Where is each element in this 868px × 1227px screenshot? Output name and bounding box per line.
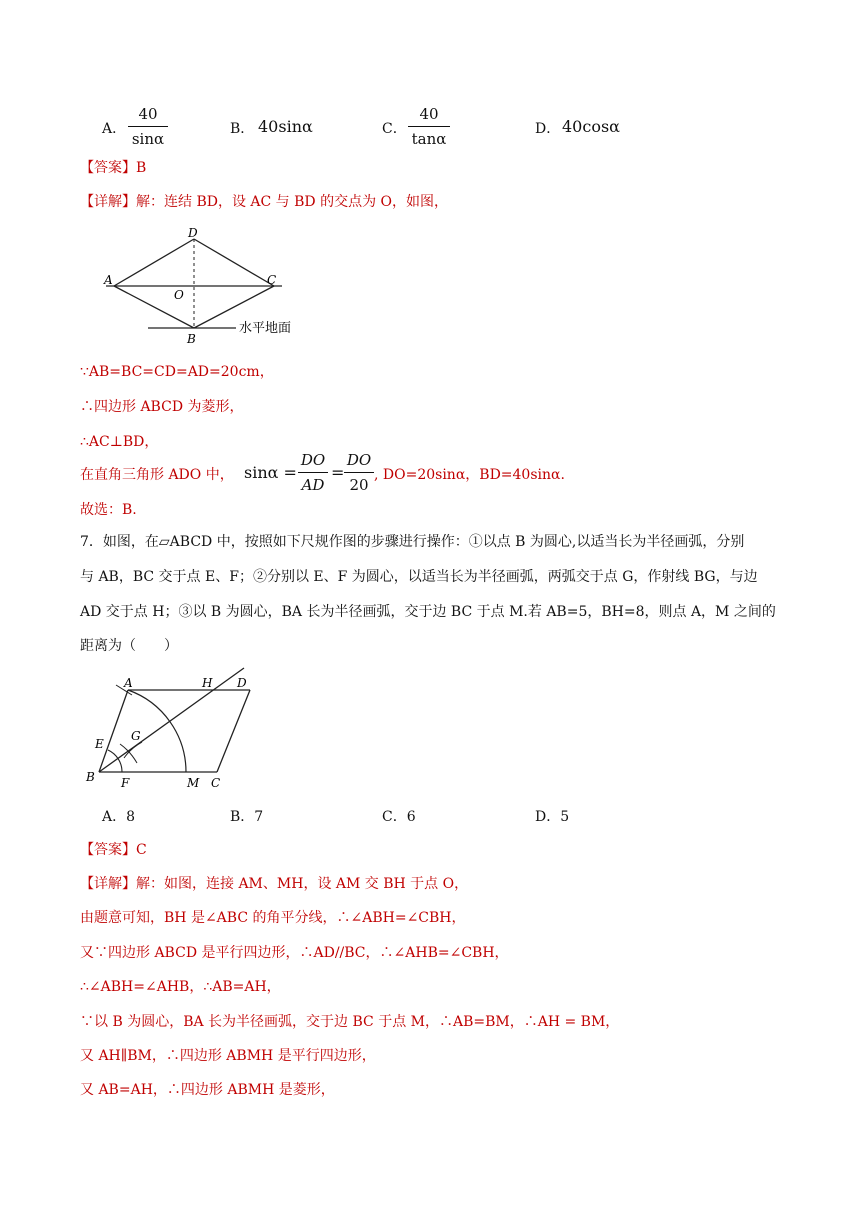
q6-answer: 【答案】B [80, 160, 147, 176]
label-g: G [131, 729, 141, 743]
q7-stem-line-1: 7．如图，在▱ABCD 中，按照如下尺规作图的步骤进行操作：①以点 B 为圆心,以适当长为半径画弧，分别 [80, 534, 745, 550]
q7-detail-line-3: 又∵四边形 ABCD 是平行四边形，∴AD//BC，∴∠AHB=∠CBH， [80, 945, 509, 961]
q7-option-c: C．6 [382, 809, 416, 825]
q7-stem-line-4: 距离为（ ） [80, 638, 178, 654]
side-dc [217, 690, 250, 772]
q7-detail-line-5: ∵以 B 为圆心，BA 长为半径画弧，交于边 BC 于点 M，∴AB=BM，∴AH = BM， [80, 1014, 620, 1030]
q6-step-4-fraction-1: DO AD [298, 450, 328, 495]
q7-option-a: A．8 [102, 809, 136, 825]
option-c-letter: C． [382, 121, 407, 137]
label-a: A [104, 273, 113, 287]
q7-option-d: D．5 [535, 809, 570, 825]
ray-bg [99, 668, 244, 772]
q6-step-3: ∴AC⊥BD， [80, 434, 159, 450]
label-d: D [188, 226, 198, 240]
q7-stem-line-3: AD 交于点 H；③以 B 为圆心，BA 长为半径画弧，交于边 BC 于点 M.若 AB=5，BH=8，则点 A，M 之间的 [80, 604, 776, 620]
q6-step-4-text: 在直角三角形 ADO 中， [80, 467, 234, 483]
label-c: C [211, 776, 221, 790]
option-d-letter: D． [535, 121, 561, 137]
q6-step-4-equals: = [331, 463, 345, 482]
q7-detail-line-6: 又 AH∥BM，∴四边形 ABMH 是平行四边形， [80, 1048, 376, 1064]
option-a-letter: A． [102, 121, 127, 137]
q7-detail-line-2: 由题意可知，BH 是∠ABC 的角平分线，∴∠ABH=∠CBH， [80, 910, 466, 926]
q7-detail-line-1: 【详解】解：如图，连接 AM、MH，设 AM 交 BH 于点 O， [80, 876, 469, 892]
q7-option-b: B．7 [230, 809, 264, 825]
option-c-fraction: 40 tanα [408, 104, 450, 149]
q6-step-1: ∵AB=BC=CD=AD=20cm， [80, 364, 274, 380]
q6-step-4-sin: sinα = [244, 463, 297, 482]
q7-stem-line-2: 与 AB，BC 交于点 E、F；②分别以 E、F 为圆心，以适当长为半径画弧，两弧交于点 G，作射线 BG，与边 [80, 569, 758, 585]
label-c: C [267, 273, 277, 287]
side-dc [194, 239, 277, 287]
label-a: A [124, 676, 133, 690]
q7-answer: 【答案】C [80, 842, 147, 858]
q7-detail-line-7: 又 AB=AH，∴四边形 ABMH 是菱形， [80, 1082, 335, 1098]
q6-step-4-fraction-2: DO 20 [344, 450, 374, 495]
side-ad [114, 239, 194, 286]
ground-label: 水平地面 [239, 321, 292, 336]
label-e: E [95, 737, 104, 751]
q6-conclusion: 故选：B. [80, 502, 137, 518]
q6-detail-line-1: 【详解】解：连结 BD，设 AC 与 BD 的交点为 O，如图， [80, 194, 449, 210]
option-b-letter: B． [230, 121, 255, 137]
option-a-fraction: 40 sinα [128, 104, 168, 149]
q6-step-2: ∴四边形 ABCD 为菱形， [80, 399, 244, 415]
side-ba [99, 690, 128, 772]
q7-detail-line-4: ∴∠ABH=∠AHB，∴AB=AH， [80, 979, 281, 995]
label-m: M [187, 776, 200, 790]
label-d: D [237, 676, 247, 690]
label-b: B [86, 770, 95, 784]
option-b-expr: 40sinα [258, 117, 313, 136]
label-h: H [202, 676, 213, 690]
q7-parallelogram-figure [84, 662, 264, 794]
label-o: O [174, 288, 184, 302]
q6-step-4-result: , DO=20sinα，BD=40sinα. [374, 467, 565, 483]
label-f: F [121, 776, 130, 790]
option-d-expr: 40cosα [562, 117, 620, 136]
q6-rhombus-figure [96, 222, 316, 346]
label-b: B [187, 332, 196, 346]
